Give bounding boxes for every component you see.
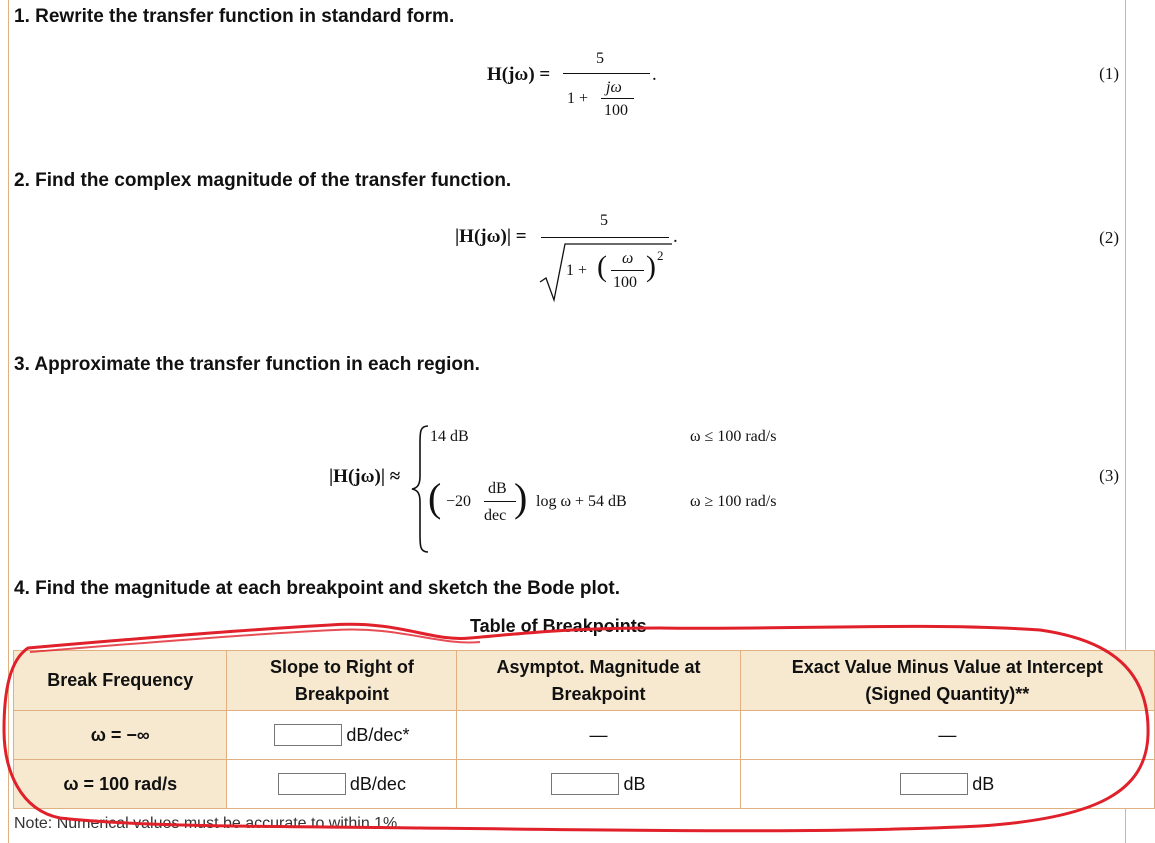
eq3-number: (3): [1099, 466, 1119, 485]
row2-exact-unit: dB: [972, 773, 995, 794]
eq1-number: (1): [1099, 64, 1119, 83]
eq2-lhs: |H(jω)| =: [455, 226, 527, 247]
row2-slope-unit: dB/dec: [349, 773, 406, 794]
header-exact-minus-intercept: Exact Value Minus Value at Intercept (Signed Quantity)**: [740, 651, 1154, 711]
table-caption: Table of Breakpoints: [470, 616, 647, 636]
step-2-heading: 2. Find the complex magnitude of the transfer function.: [14, 170, 512, 191]
eq1-lhs: H(jω) =: [487, 64, 551, 85]
header-slope: Slope to Right of Breakpoint: [227, 651, 457, 711]
row1-frequency: ω = −∞: [14, 711, 227, 760]
eq3-case2-unit-den: dec: [484, 507, 507, 524]
eq1-numerator: 5: [596, 50, 604, 67]
row1-exact: —: [740, 711, 1154, 760]
eq3-case2-coef: −20: [446, 493, 472, 510]
eq3-case2-rest: log ω + 54 dB: [536, 493, 627, 510]
eq2-frac-num: ω: [622, 250, 634, 267]
step-4-heading: 4. Find the magnitude at each breakpoint and sketch the Bode plot.: [14, 578, 620, 599]
row1-slope-unit: dB/dec*: [346, 724, 410, 745]
row2-magnitude-unit: dB: [623, 773, 646, 794]
eq3-case1-value: 14 dB: [430, 428, 469, 445]
accuracy-note: Note: Numerical values must be accurate to within 1%.: [14, 815, 402, 832]
eq1-den-one-plus: 1 +: [567, 90, 589, 107]
eq2-numerator: 5: [600, 212, 608, 229]
header-asymptotic-magnitude: Asymptot. Magnitude at Breakpoint: [457, 651, 740, 711]
eq3-lhs: |H(jω)| ≈: [329, 466, 401, 487]
eq2-number: (2): [1099, 228, 1119, 247]
eq3-case2-cond: ω ≥ 100 rad/s: [690, 493, 777, 510]
eq1-den-frac-num: jω: [606, 79, 622, 96]
row2-frequency: ω = 100 rad/s: [14, 760, 227, 809]
eq2-exponent: 2: [657, 248, 664, 263]
header-break-frequency: Break Frequency: [14, 651, 227, 711]
eq1-den-frac-den: 100: [604, 102, 628, 119]
eq2-one-plus: 1 +: [566, 262, 588, 279]
eq3-case2-unit-num: dB: [488, 480, 507, 497]
step-1-heading: 1. Rewrite the transfer function in standard form.: [14, 6, 455, 27]
eq2-frac-den: 100: [613, 274, 637, 291]
eq2-period: .: [673, 226, 678, 247]
eq3-case1-cond: ω ≤ 100 rad/s: [690, 428, 777, 445]
row1-magnitude: —: [457, 711, 740, 760]
step-3-heading: 3. Approximate the transfer function in each region.: [14, 354, 480, 375]
eq1-period: .: [652, 64, 657, 85]
